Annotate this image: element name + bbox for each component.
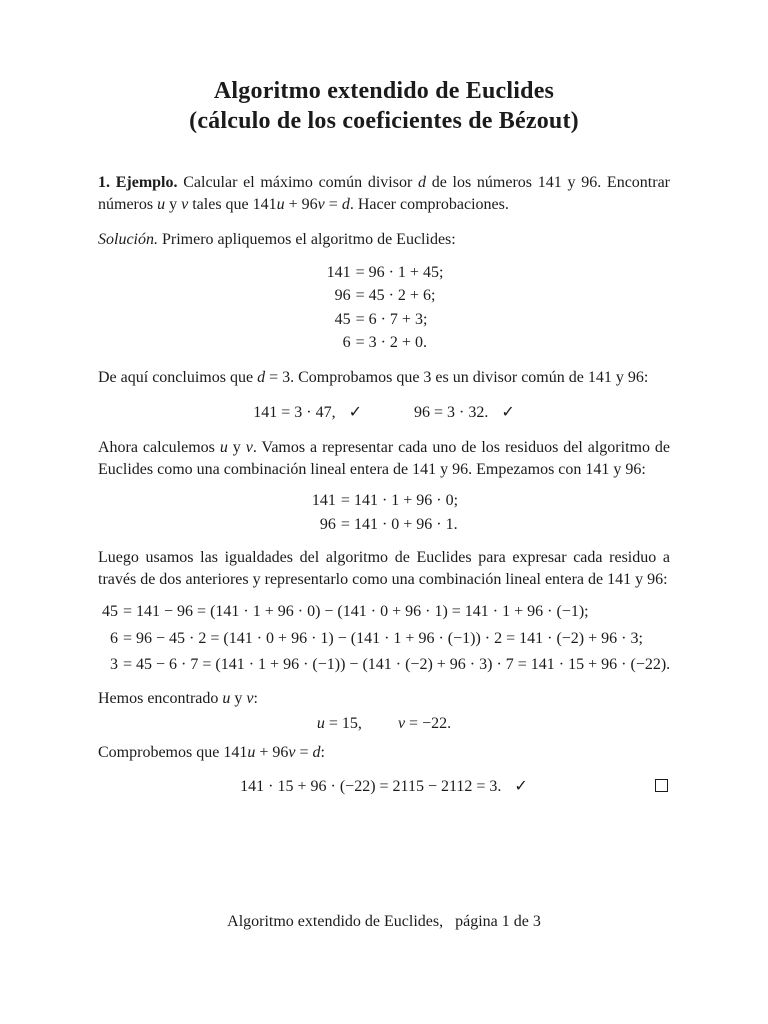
text-segment: v — [288, 744, 296, 761]
text-segment: v — [246, 689, 254, 707]
divisor-check-formula: 141 = 3 · 47, — [253, 404, 336, 421]
text-segment: . Hacer comprobaciones. — [349, 195, 509, 213]
equation-rhs: = 3 · 2 + 0. — [355, 334, 427, 351]
equation-lhs: 141 — [326, 263, 351, 281]
footer-page-number: página 1 de 3 — [455, 913, 541, 930]
title-line-2: (cálculo de los coeficientes de Bézout) — [189, 108, 579, 134]
qed-square-icon — [655, 779, 668, 792]
check-icon: ✓ — [514, 777, 528, 795]
equation-rhs: = 141 − 96 = (141 · 1 + 96 · 0) − (141 · 0 + 96 · 1) = 141 · 1 + 96 · (−1); — [123, 603, 589, 620]
u-value — [317, 715, 362, 732]
text-segment: u — [316, 715, 325, 732]
equation-rhs: = 45 − 6 · 7 = (141 · 1 + 96 · (−1)) − (141 · (−2) + 96 · 3) · 7 = 141 · 15 + 96 · (−22). — [123, 656, 671, 673]
equation-row — [325, 261, 444, 285]
text-segment: d — [341, 195, 350, 213]
page-title — [98, 76, 670, 136]
text-segment: u — [157, 195, 166, 213]
text-segment: v — [181, 195, 189, 213]
text-segment: d — [312, 744, 321, 761]
text-segment: Calcular el máximo común divisor — [177, 174, 418, 191]
text-segment: = — [324, 195, 342, 213]
gcd-conclusion-paragraph — [98, 367, 670, 389]
final-verification-line — [98, 776, 670, 798]
text-segment: = 15, — [324, 715, 362, 732]
text-segment: . Vamos a representar cada uno de los residuos del algoritmo de Euclides como una combinación lineal entera de 141 y 96. Empezamos con 141 y 96: — [98, 439, 671, 478]
title-line-1: Algoritmo extendido de Euclides — [213, 78, 555, 104]
text-segment: u — [247, 744, 256, 761]
text-segment: : — [320, 744, 325, 761]
text-segment: Primero apliquemos el algoritmo de Euclides: — [158, 231, 456, 248]
final-verification-formula: 141 · 15 + 96 · (−22) = 2115 − 2112 = 3. — [240, 777, 502, 795]
page-footer — [0, 911, 768, 932]
text-segment: Solución. — [98, 231, 158, 248]
equation-rhs: = 96 − 45 · 2 = (141 · 0 + 96 · 1) − (141 · 1 + 96 · (−1)) · 2 = 141 · (−2) + 96 · 3; — [123, 629, 643, 647]
v-value — [398, 715, 451, 732]
equation-lhs: 3 — [110, 656, 118, 673]
equation-rhs: = 141 · 1 + 96 · 0; — [340, 492, 459, 509]
equation-row — [310, 513, 458, 537]
text-segment: Luego usamos las igualdades del algoritmo de Euclides para expresar cada residuo a través de dos anteriores y representarlo como una combinación lineal entera de 141 y 96: — [98, 549, 670, 588]
equation-lhs: 96 — [319, 515, 336, 533]
text-segment: 1. Ejemplo. — [98, 174, 178, 191]
residue-expansion-equations — [98, 599, 670, 679]
text-segment: y — [165, 195, 182, 213]
divisor-check-line — [98, 402, 670, 424]
text-segment: : — [253, 689, 258, 707]
text-segment: = — [295, 744, 313, 761]
equation-row — [325, 331, 444, 355]
equation-row — [310, 489, 458, 513]
equation-lhs: 96 — [334, 287, 351, 304]
equation-lhs: 45 — [334, 310, 351, 328]
equation-row — [98, 626, 670, 653]
equation-lhs: 45 — [102, 603, 118, 620]
example-paragraph — [98, 172, 670, 215]
text-segment: = 3. Comprobamos que 3 es un divisor común de 141 y 96: — [265, 368, 649, 386]
linear-combination-start-equations — [310, 489, 458, 536]
text-segment: tales que 141 — [188, 195, 277, 213]
check-icon: ✓ — [501, 404, 515, 421]
text-segment: d — [418, 174, 426, 191]
text-segment: + 96 — [255, 744, 289, 761]
text-segment: d — [257, 368, 266, 386]
equation-rhs: = 141 · 0 + 96 · 1. — [340, 515, 458, 533]
text-segment: v — [245, 439, 253, 456]
uv-values-line — [98, 713, 670, 735]
equation-rhs: = 6 · 7 + 3; — [355, 310, 428, 328]
text-segment: Comprobemos que 141 — [98, 744, 248, 761]
divisor-check-formula: 96 = 3 · 32. — [414, 404, 489, 421]
equation-lhs: 6 — [342, 334, 351, 351]
text-segment: u — [276, 195, 285, 213]
euclid-algorithm-equations — [325, 261, 444, 355]
equation-row — [325, 284, 444, 308]
equation-lhs: 141 — [311, 492, 336, 509]
equation-rhs: = 45 · 2 + 6; — [355, 287, 436, 304]
solution-lead-paragraph — [98, 229, 670, 251]
text-segment: Ahora calculemos — [98, 439, 220, 456]
text-segment: v — [397, 715, 406, 732]
footer-document-title: Algoritmo extendido de Euclides, — [227, 913, 444, 930]
equation-row — [98, 652, 670, 679]
equation-row — [325, 308, 444, 332]
text-segment: + 96 — [284, 195, 318, 213]
text-segment: v — [317, 195, 325, 213]
text-segment: y — [227, 439, 246, 456]
text-segment: De aquí concluimos que — [98, 368, 258, 386]
text-segment: de los números 141 y 96. Encontrar números — [98, 174, 671, 213]
equation-lhs: 6 — [110, 629, 118, 647]
text-segment: u — [222, 689, 231, 707]
text-segment: Hemos encontrado — [98, 689, 223, 707]
text-segment: y — [230, 689, 247, 707]
substitution-explanation-paragraph — [98, 547, 670, 590]
text-segment: u — [219, 439, 228, 456]
text-segment: = −22. — [405, 715, 452, 732]
equation-rhs: = 96 · 1 + 45; — [355, 263, 444, 281]
document-content — [98, 0, 670, 798]
verification-lead-paragraph — [98, 742, 670, 764]
equation-row — [98, 599, 670, 626]
check-icon: ✓ — [348, 404, 362, 421]
found-uv-paragraph — [98, 688, 670, 710]
linear-combination-intro-paragraph — [98, 437, 670, 480]
